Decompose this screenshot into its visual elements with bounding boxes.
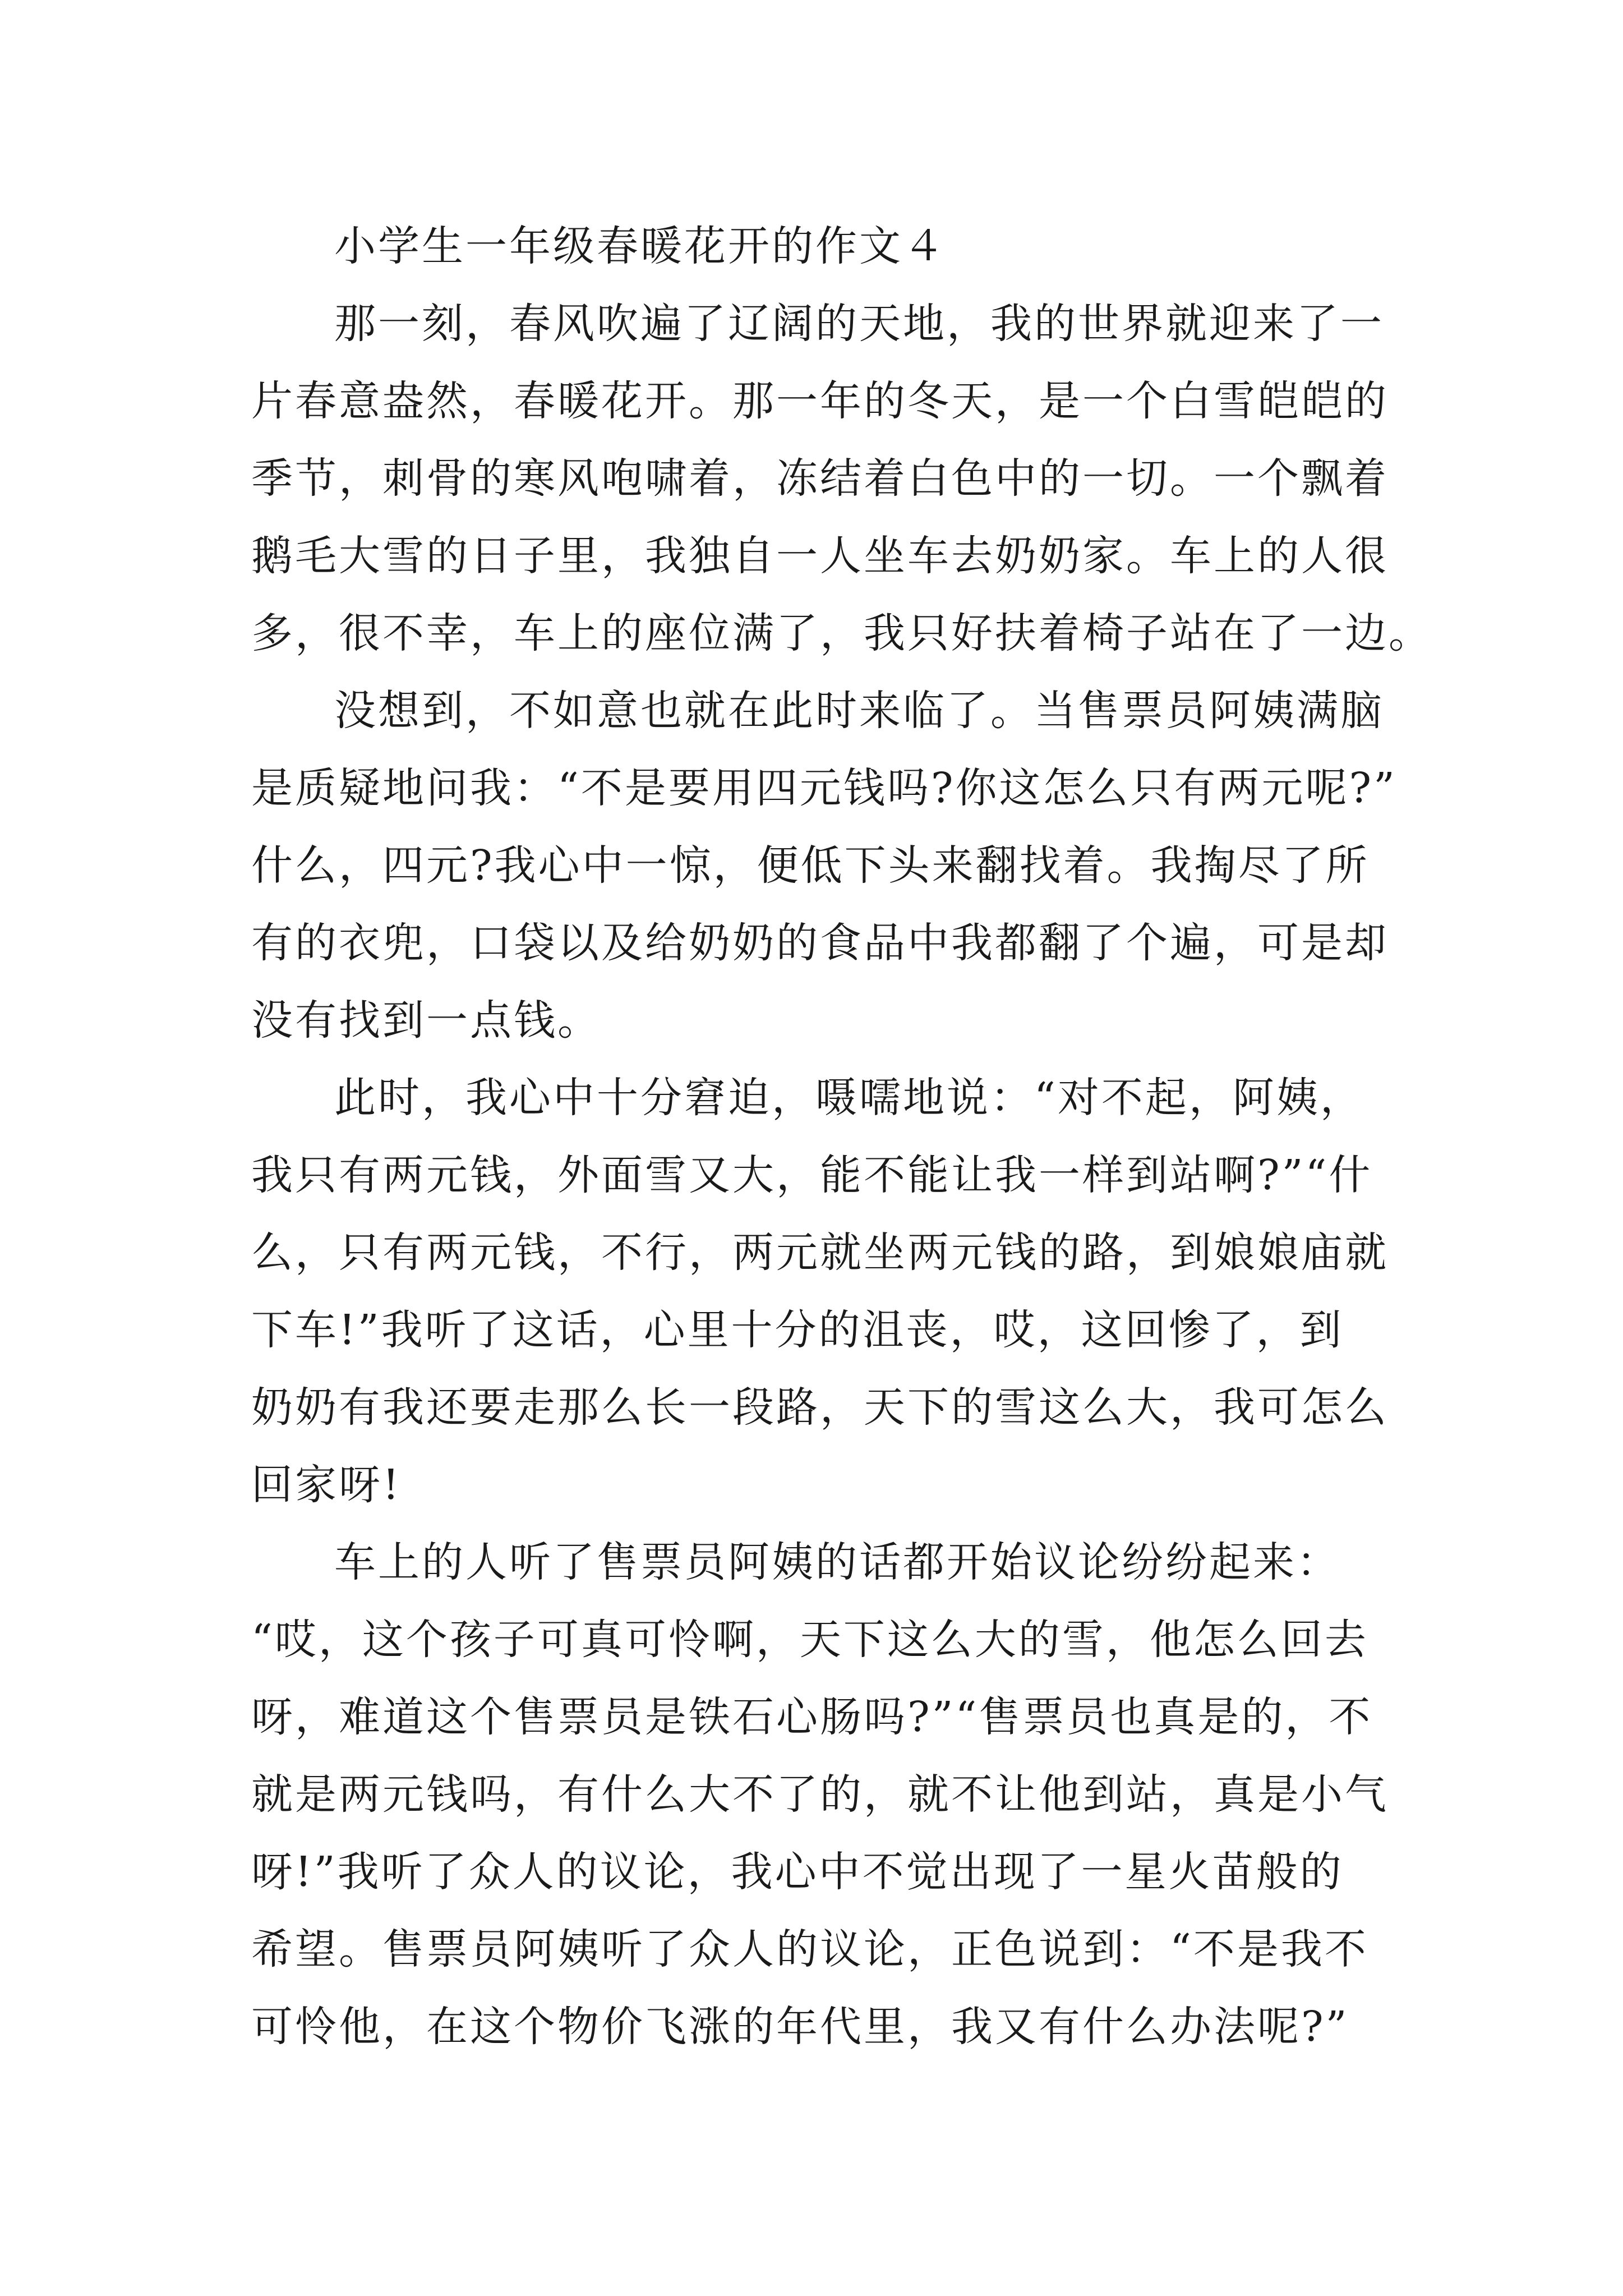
text-line: 片春意盎然，春暖花开。那一年的冬天，是一个白雪皑皑的 (251, 377, 1389, 425)
text-line: 么，只有两元钱，不行，两元就坐两元钱的路，到娘娘庙就 (251, 1228, 1389, 1277)
text-line: 就是两元钱吗，有什么大不了的，就不让他到站，真是小气 (251, 1770, 1389, 1819)
text-line: 下车!”我听了这话，心里十分的沮丧，哎，这回惨了，到 (251, 1306, 1344, 1354)
text-line: 没有找到一点钱。 (251, 996, 601, 1045)
text-line: 鹅毛大雪的日子里，我独自一人坐车去奶奶家。车上的人很 (251, 532, 1389, 580)
paragraph-2 (251, 672, 1398, 1059)
paragraph-1 (251, 285, 1432, 672)
text-line: 没想到，不如意也就在此时来临了。当售票员阿姨满脑 (334, 687, 1384, 735)
text-line: 我只有两元钱，外面雪又大，能不能让我一样到站啊?”“什 (251, 1151, 1373, 1199)
paragraph-3 (251, 1059, 1389, 1524)
text-line: 奶奶有我还要走那么长一段路，天下的雪这么大，我可怎么 (251, 1383, 1389, 1432)
text-line: 什么，四元?我心中一惊，便低下头来翻找着。我掏尽了所 (251, 841, 1370, 890)
paragraph-4 (251, 1524, 1389, 2065)
document-body (251, 208, 1432, 2065)
text-line: 呀，难道这个售票员是铁石心肠吗?”“售票员也真是的，不 (251, 1693, 1373, 1741)
text-line: 多，很不幸，车上的座位满了，我只好扶着椅子站在了一边。 (251, 609, 1432, 657)
text-line: 那一刻，春风吹遍了辽阔的天地，我的世界就迎来了一 (334, 300, 1384, 348)
text-line: 车上的人听了售票员阿姨的话都开始议论纷纷起来： (334, 1538, 1340, 1586)
text-line: 可怜他，在这个物价飞涨的年代里，我又有什么办法呢?” (251, 2003, 1349, 2051)
text-line: 回家呀! (251, 1461, 402, 1509)
text-line: 呀!”我听了众人的议论，我心中不觉出现了一星火苗般的 (251, 1848, 1344, 1896)
text-line: 有的衣兜，口袋以及给奶奶的食品中我都翻了个遍，可是却 (251, 919, 1389, 967)
text-line: 是质疑地问我：“不是要用四元钱吗?你这怎么只有两元呢?” (251, 764, 1398, 812)
document-title: 小学生一年级春暖花开的作文４ (334, 222, 947, 270)
text-line: “哎，这个孩子可真可怜啊，天下这么大的雪，他怎么回去 (251, 1616, 1368, 1664)
text-line: 季节，刺骨的寒风咆啸着，冻结着白色中的一切。一个飘着 (251, 454, 1389, 503)
text-line: 希望。售票员阿姨听了众人的议论，正色说到：“不是我不 (251, 1925, 1368, 1973)
text-line: 此时，我心中十分窘迫，嗫嚅地说：“对不起，阿姨， (334, 1074, 1364, 1122)
